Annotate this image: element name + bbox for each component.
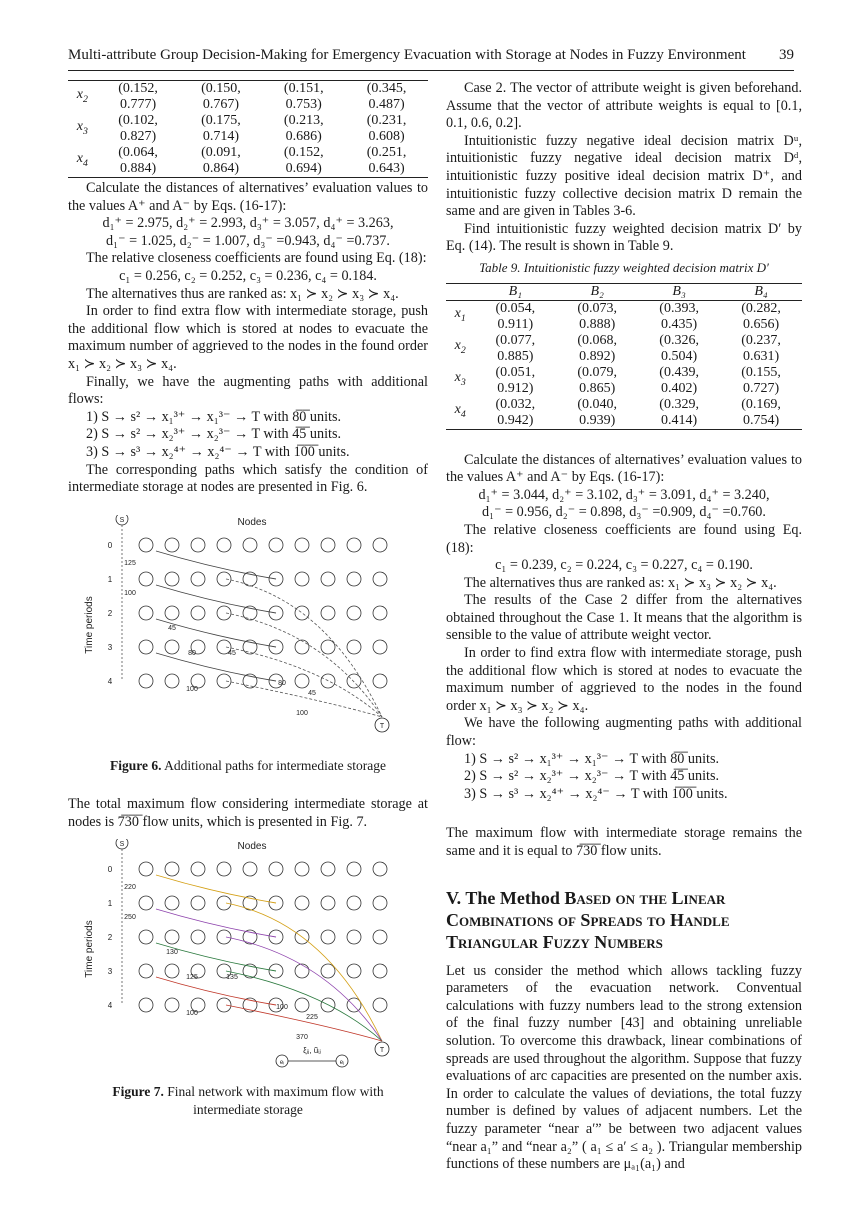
cell-line: (0.102, <box>118 113 158 128</box>
cell-line: (0.251, <box>366 145 407 160</box>
cell-line: (0.237, <box>741 332 781 348</box>
row-label-text: x <box>454 370 461 386</box>
cell-line: (0.079, <box>577 364 618 380</box>
network-node <box>165 930 179 944</box>
legend-node-to-label: eⱼ <box>339 1060 345 1067</box>
cell-line: 0.767) <box>202 97 239 112</box>
network-node <box>347 998 361 1012</box>
paragraph: Finally, we have the augmenting paths with additional flows: <box>68 373 428 408</box>
network-node <box>321 964 335 978</box>
table-cell <box>474 300 556 333</box>
network-node <box>295 572 309 586</box>
cell-line: 0.754) <box>742 412 780 428</box>
paragraph: The results of the Case 2 differ from the alternatives obtained throughout the Case 1. It means that the algorithm is sensible to the value of attribute weight vector. <box>446 592 802 644</box>
edge-capacity-label: 100 <box>124 589 136 597</box>
row-label-sub: 1 <box>460 312 466 324</box>
section-heading <box>446 887 802 953</box>
table-cell <box>556 300 638 333</box>
sink-node-label: T <box>379 722 385 730</box>
edge-capacity-label: 135 <box>226 974 238 982</box>
paragraph: The total maximum flow considering intermediate storage at nodes is 7̅3̅0̅ flow units, which is presented in Fig. 7. <box>68 796 428 830</box>
path-line: 2) S → s² → x₂³⁺ → x₂³⁻ → T with 4̅5̅ units. <box>464 768 720 785</box>
network-node <box>191 930 205 944</box>
cell-line: 0.939) <box>579 412 616 428</box>
edge-capacity-label: 80 <box>188 649 196 657</box>
table-cell <box>262 145 345 178</box>
network-node <box>269 862 283 876</box>
paragraph: Calculate the distances of alternatives’ evaluation values to the values A⁺ and A⁻ by Eqs. (16-17): <box>446 451 802 486</box>
table-cell <box>262 81 345 114</box>
network-node <box>139 896 153 910</box>
row-label-sub: 2 <box>82 93 88 105</box>
section-heading-title: Based on the Linear Combinations of Spreads to Handle Triangular Fuzzy Numbers <box>446 887 730 952</box>
cell-line: (0.152, <box>283 145 324 160</box>
cell-line: 0.608) <box>368 129 405 144</box>
figure-7-label: Figure 7. <box>112 1084 164 1100</box>
table-cell <box>474 365 556 397</box>
cell-line: 0.643) <box>368 161 405 176</box>
network-node <box>295 538 309 552</box>
cell-line: 0.753) <box>285 97 322 112</box>
cell-line: 0.487) <box>368 97 405 112</box>
table-cell <box>556 333 638 365</box>
cell-line: (0.032, <box>495 396 536 412</box>
table-cell <box>97 113 180 145</box>
cell-line: 0.402) <box>661 380 698 396</box>
network-node <box>165 606 179 620</box>
column-header: B₃ <box>672 283 686 299</box>
figure-6-text: Additional paths for intermediate storage <box>161 757 387 773</box>
figure-6-caption <box>68 757 428 775</box>
network-node <box>139 572 153 586</box>
table-cell <box>180 145 263 178</box>
column-header: B₄ <box>754 283 768 299</box>
edge-capacity-label: 100 <box>296 709 308 717</box>
table-cell <box>345 81 428 114</box>
cell-line: (0.051, <box>495 364 536 380</box>
paragraph: We have the following augmenting paths with additional flow: <box>446 715 802 750</box>
network-node <box>217 998 231 1012</box>
cell-line: (0.439, <box>659 364 699 380</box>
edge-capacity-label: 125 <box>186 974 198 982</box>
edge-capacity-label: 220 <box>124 884 136 892</box>
paragraph: In order to find extra flow with intermediate storage, push the additional flow which is stored at nodes to evacuate the maximum number of aggrieved to the nodes in the found order x₁ ≻ x₂ ≻ x₃ ≻ x₄. <box>68 303 428 372</box>
cell-line: 0.912) <box>497 380 534 396</box>
cell-line: (0.040, <box>577 396 618 412</box>
network-node <box>191 896 205 910</box>
network-node <box>373 674 387 688</box>
paragraph: Let us consider the method which allows tackling fuzzy parameters of the evacuation network. Conventual calculations with fuzzy numbers lead to the strong extension of the final fuzzy number [43] and obtaining unreliable solution. To overcome this drawback, linear combinations of spreads are used throughout the algorithm. Suppose that fuzzy evaluations of arc capacities are presented on the number axis. In order to calculate the values of deviations, the total fuzzy number is defined by values of adjacent numbers. Let the fuzzy parameter “near a′” be between two adjacent values “near a₁” and “near a₂” ( a₁ ≤ a′ ≤ a₂ ). Triangular membership functions of these numbers are μₐ₁(a₁) and <box>446 962 802 1173</box>
network-node <box>217 538 231 552</box>
row-label-text: x <box>454 402 461 418</box>
network-node <box>373 862 387 876</box>
network-node <box>165 640 179 654</box>
row-label-sub: 3 <box>460 376 466 388</box>
cell-line: (0.393, <box>659 300 699 316</box>
path-line: 1) S → s² → x₁³⁺ → x₁³⁻ → T with 8̅0̅ units. <box>464 750 720 767</box>
edge-capacity-label: 100 <box>186 1010 198 1018</box>
nodes-axis-label: Nodes <box>237 516 267 528</box>
figure-7-text: Final network with maximum flow with intermediate storage <box>163 1084 384 1118</box>
edge-capacity-label: 100 <box>276 1004 288 1012</box>
table-9-caption: Table 9. Intuitionistic fuzzy weighted decision matrix D′ <box>479 259 769 275</box>
cell-line: (0.155, <box>741 364 781 380</box>
cell-line: (0.329, <box>659 396 699 412</box>
column-header: B₁ <box>508 283 523 299</box>
network-node <box>321 572 335 586</box>
row-label-text: x <box>454 338 461 354</box>
network-node <box>191 862 205 876</box>
table-cell <box>638 333 720 365</box>
cell-line: 0.864) <box>202 161 239 176</box>
row-label <box>68 81 97 114</box>
time-row-label: 3 <box>107 967 113 977</box>
source-node-label: S <box>119 516 125 524</box>
cell-line: 0.892) <box>579 348 616 364</box>
network-node <box>373 640 387 654</box>
network-node <box>321 896 335 910</box>
network-node <box>347 674 361 688</box>
edge-capacity-label: 130 <box>166 949 178 957</box>
table-cell <box>720 397 802 430</box>
network-node <box>321 606 335 620</box>
right-column <box>446 80 802 1174</box>
cell-line: (0.152, <box>118 81 158 96</box>
cell-line: (0.175, <box>201 113 241 128</box>
table-cell <box>180 113 263 145</box>
table-cell <box>345 145 428 178</box>
network-node <box>373 964 387 978</box>
table-cell <box>97 81 180 114</box>
cell-line: (0.150, <box>201 81 241 96</box>
table-row <box>446 333 802 365</box>
network-node <box>373 896 387 910</box>
edge-capacity-label: 370 <box>296 1034 308 1042</box>
row-label-text: x <box>76 150 83 166</box>
network-node <box>347 862 361 876</box>
table-header-row <box>446 283 802 300</box>
network-node <box>217 606 231 620</box>
cell-line: 0.777) <box>120 97 157 112</box>
table-cell <box>474 397 556 430</box>
row-label <box>446 300 474 333</box>
table-cell <box>720 333 802 365</box>
time-row-label: 1 <box>107 899 113 909</box>
network-node <box>347 964 361 978</box>
sink-node-label: T <box>379 1047 385 1055</box>
page-number: 39 <box>779 47 794 63</box>
cell-line: 0.686) <box>285 129 322 144</box>
figure-6-network <box>82 515 412 755</box>
network-node <box>295 998 309 1012</box>
network-node <box>243 538 257 552</box>
cell-line: 0.942) <box>497 412 534 428</box>
network-node <box>243 862 257 876</box>
row-label-text: x <box>76 118 83 134</box>
network-node <box>295 896 309 910</box>
network-node <box>165 674 179 688</box>
header-empty <box>446 283 474 300</box>
network-node <box>373 998 387 1012</box>
network-node <box>217 896 231 910</box>
cell-line: 0.631) <box>742 348 780 364</box>
cell-line: (0.091, <box>201 145 241 160</box>
figure-7-network <box>82 839 412 1077</box>
time-row-label: 2 <box>107 608 113 618</box>
nodes-axis-label: Nodes <box>237 841 267 853</box>
network-node <box>217 572 231 586</box>
figure-6-label: Figure 6. <box>109 757 162 773</box>
network-node <box>139 674 153 688</box>
table-cell <box>180 81 263 114</box>
path-line: 1) S → s² → x₁³⁺ → x₁³⁻ → T with 8̅0̅ units. <box>86 408 342 425</box>
network-node <box>139 930 153 944</box>
paragraph: Case 2. The vector of attribute weight is given beforehand. Assume that the vector of attribute weights is equal to [0.1, 0.1, 0.6, 0.2]. <box>446 80 802 132</box>
cell-line: (0.169, <box>741 396 781 412</box>
network-node <box>321 862 335 876</box>
cell-line: (0.064, <box>118 145 158 160</box>
paragraph: The relative closeness coefficients are found using Eq. (18): <box>446 521 802 556</box>
table-row <box>446 397 802 430</box>
time-row-label: 0 <box>107 540 113 550</box>
network-node <box>347 930 361 944</box>
network-node <box>217 862 231 876</box>
cell-line: (0.231, <box>366 113 407 128</box>
source-node-label: S <box>119 841 125 849</box>
table-cell <box>720 365 802 397</box>
equation-dplus: d₁⁺ = 3.044, d₂⁺ = 3.102, d₃⁺ = 3.091, d₄⁺ = 3.240, <box>478 486 770 503</box>
network-node <box>165 572 179 586</box>
network-node <box>165 862 179 876</box>
cell-line: (0.345, <box>366 81 407 96</box>
network-node <box>165 964 179 978</box>
cell-line: 0.827) <box>120 129 157 144</box>
network-node <box>191 538 205 552</box>
network-node <box>373 930 387 944</box>
network-node <box>165 998 179 1012</box>
paragraph: Intuitionistic fuzzy negative ideal decision matrix Dᵘ, intuitionistic fuzzy negative ideal decision matrix Dᵈ, intuitionistic fuzzy positive ideal decision matrix D⁺, and intuitionistic fuzzy collective decision matrix D remain the same and are given in Tables 3-6. <box>446 132 802 220</box>
cell-line: 0.865) <box>579 380 616 396</box>
table-cell <box>345 113 428 145</box>
section-heading-prefix: V. The Method <box>446 887 565 908</box>
network-node <box>321 640 335 654</box>
cell-line: (0.068, <box>577 332 618 348</box>
legend-label: ξᵢⱼ, ũᵢⱼ <box>303 1046 321 1056</box>
cell-line: 0.504) <box>661 348 698 364</box>
table-cell <box>556 397 638 430</box>
flow-edge <box>226 937 382 1041</box>
network-node <box>347 606 361 620</box>
time-row-label: 1 <box>107 574 113 584</box>
cell-line: (0.151, <box>283 81 324 96</box>
paragraph: The alternatives thus are ranked as: x₁ ≻ x₃ ≻ x₂ ≻ x₄. <box>464 574 777 591</box>
network-node <box>217 930 231 944</box>
table-cell <box>720 300 802 333</box>
equation-dplus: d₁⁺ = 2.975, d₂⁺ = 2.993, d₃⁺ = 3.057, d₄⁺ = 3.263, <box>102 215 394 232</box>
flow-edge <box>226 613 382 717</box>
equation-dminus: d₁⁻ = 1.025, d₂⁻ = 1.007, d₃⁻ =0.943, d₄⁻ =0.737. <box>106 232 390 249</box>
row-label-sub: 2 <box>460 344 466 356</box>
paragraph: The maximum flow with intermediate storage remains the same and it is equal to 7̅3̅0̅ flow units. <box>446 825 802 859</box>
left-column <box>68 80 428 1119</box>
table-row <box>446 300 802 333</box>
network-node <box>321 538 335 552</box>
network-node <box>139 606 153 620</box>
paragraph: In order to find extra flow with intermediate storage, push the additional flow which is stored at nodes to evacuate the maximum number of aggrieved to the nodes in the found order x₁ ≻ x₃ ≻ x₂ ≻ x₄. <box>446 645 802 714</box>
time-row-label: 0 <box>107 865 113 875</box>
time-axis-label: Time periods <box>84 920 95 979</box>
row-label-text: x <box>454 306 461 322</box>
network-node <box>217 674 231 688</box>
table-cell <box>638 300 720 333</box>
edge-capacity-label: 125 <box>124 559 136 567</box>
row-label <box>68 145 97 178</box>
network-node <box>191 606 205 620</box>
cell-line: 0.911) <box>497 316 534 332</box>
edge-capacity-label: 225 <box>306 1014 318 1022</box>
row-label-sub: 4 <box>82 157 88 169</box>
edge-capacity-label: 250 <box>124 914 136 922</box>
table-cell <box>262 113 345 145</box>
network-node <box>139 640 153 654</box>
table-cell <box>474 333 556 365</box>
edge-capacity-label: 100 <box>186 685 198 693</box>
network-node <box>191 572 205 586</box>
network-node <box>373 538 387 552</box>
table-row <box>68 81 428 114</box>
network-node <box>139 964 153 978</box>
cell-line: 0.888) <box>579 316 616 332</box>
network-node <box>139 862 153 876</box>
cell-line: 0.656) <box>742 316 780 332</box>
network-node <box>347 572 361 586</box>
cell-line: 0.414) <box>661 412 698 428</box>
edge-capacity-label: 45 <box>168 624 176 632</box>
running-header <box>68 46 794 71</box>
time-row-label: 4 <box>107 1001 113 1011</box>
path-line: 3) S → s³ → x₂⁴⁺ → x₂⁴⁻ → T with 1̅0̅0̅ units. <box>86 443 350 460</box>
path-line: 2) S → s² → x₂³⁺ → x₂³⁻ → T with 4̅5̅ units. <box>86 426 342 443</box>
network-node <box>347 896 361 910</box>
time-row-label: 2 <box>107 933 113 943</box>
time-row-label: 3 <box>107 642 113 652</box>
path-line: 3) S → s³ → x₂⁴⁺ → x₂⁴⁻ → T with 1̅0̅0̅ units. <box>464 785 728 802</box>
cell-line: (0.073, <box>577 300 618 316</box>
edge-capacity-label: 45 <box>308 689 316 697</box>
running-title: Multi-attribute Group Decision-Making for Emergency Evacuation with Storage at Nodes in Fuzzy Environment <box>68 47 746 63</box>
time-row-label: 4 <box>107 676 113 686</box>
table-cell <box>638 397 720 430</box>
network-node <box>165 896 179 910</box>
network-node <box>139 998 153 1012</box>
row-label-text: x <box>76 86 83 102</box>
network-node <box>373 606 387 620</box>
network-node <box>347 640 361 654</box>
edge-capacity-label: 80 <box>278 679 286 687</box>
paragraph: The corresponding paths which satisfy the condition of intermediate storage at nodes are presented in Fig. 6. <box>68 461 428 496</box>
cell-line: 0.885) <box>497 348 534 364</box>
table-cell <box>97 145 180 178</box>
table-row <box>446 365 802 397</box>
table-row <box>68 145 428 178</box>
cell-line: (0.282, <box>741 300 781 316</box>
cell-line: 0.884) <box>120 161 157 176</box>
table-row <box>68 113 428 145</box>
cell-line: (0.326, <box>659 332 699 348</box>
cell-line: (0.077, <box>495 332 536 348</box>
cell-line: 0.435) <box>661 316 698 332</box>
edge-capacity-label: 45 <box>228 649 236 657</box>
table-9 <box>446 283 802 430</box>
table-cell <box>556 365 638 397</box>
cell-line: (0.054, <box>495 300 536 316</box>
network-node <box>295 964 309 978</box>
network-node <box>295 862 309 876</box>
paragraph: Calculate the distances of alternatives’ evaluation values to the values A⁺ and A⁻ by Eqs. (16-17): <box>68 180 428 214</box>
network-node <box>347 538 361 552</box>
paragraph: The alternatives thus are ranked as: x₁ ≻ x₂ ≻ x₃ ≻ x₄. <box>86 285 399 302</box>
equation-closeness: c₁ = 0.256, c₂ = 0.252, c₃ = 0.236, c₄ = 0.184. <box>119 267 377 284</box>
equation-closeness: c₁ = 0.239, c₂ = 0.224, c₃ = 0.227, c₄ = 0.190. <box>495 557 753 574</box>
row-label-sub: 3 <box>82 125 88 137</box>
cell-line: 0.694) <box>285 161 322 176</box>
equation-dminus: d₁⁻ = 0.956, d₂⁻ = 0.898, d₃⁻ =0.909, d₄⁻ =0.760. <box>482 504 766 521</box>
matrix-table-continued <box>68 80 428 178</box>
column-header: B₂ <box>590 283 604 299</box>
network-node <box>295 674 309 688</box>
network-node <box>139 538 153 552</box>
table-cell <box>638 365 720 397</box>
network-node <box>269 538 283 552</box>
network-node <box>321 930 335 944</box>
cell-line: 0.714) <box>202 129 239 144</box>
row-label-sub: 4 <box>460 408 466 420</box>
paragraph: The relative closeness coefficients are found using Eq. (18): <box>86 250 427 267</box>
figure-7-caption <box>68 1083 428 1118</box>
paragraph: Find intuitionistic fuzzy weighted decision matrix D′ by Eq. (14). The result is shown in Table 9. <box>446 220 802 255</box>
row-label <box>446 397 474 430</box>
row-label <box>68 113 97 145</box>
time-axis-label: Time periods <box>84 595 95 654</box>
row-label <box>446 365 474 397</box>
legend-node-from-label: eᵢ <box>279 1060 285 1067</box>
cell-line: 0.727) <box>742 380 780 396</box>
network-node <box>295 606 309 620</box>
network-node <box>295 640 309 654</box>
row-label <box>446 333 474 365</box>
network-node <box>165 538 179 552</box>
cell-line: (0.213, <box>283 113 324 128</box>
network-node <box>373 572 387 586</box>
